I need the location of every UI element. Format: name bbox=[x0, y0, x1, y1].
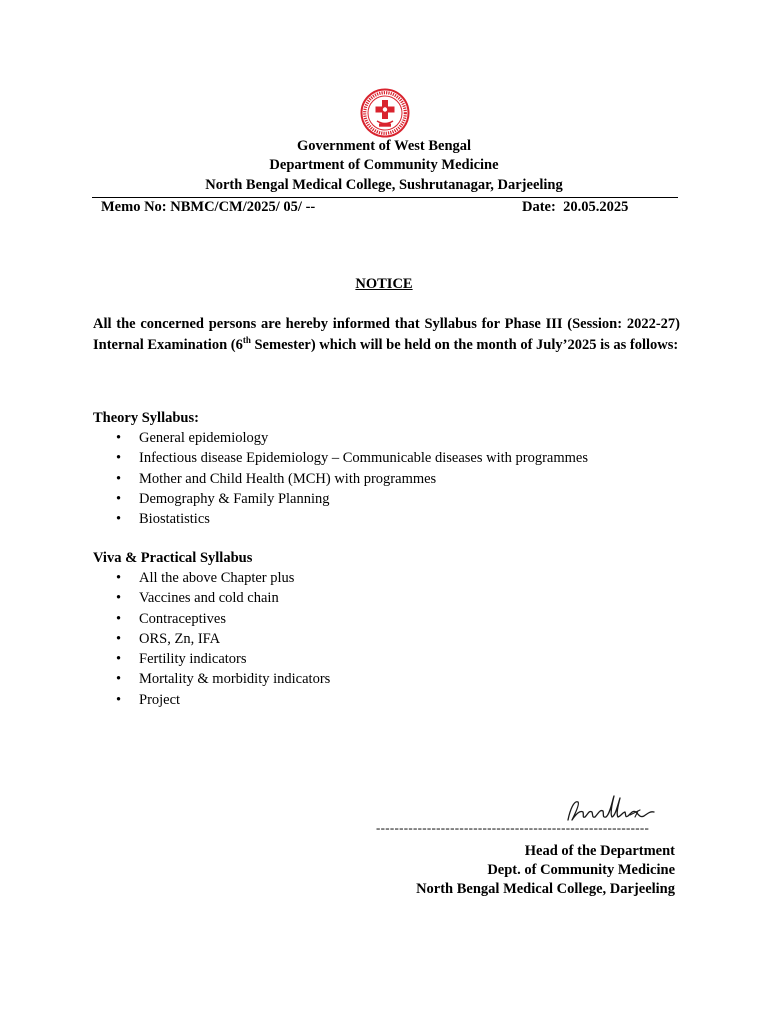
theory-syllabus-list bbox=[116, 428, 588, 529]
bullet-icon: • bbox=[116, 450, 122, 467]
header-college: North Bengal Medical College, Sushrutanagar, Darjeeling bbox=[205, 177, 563, 193]
list-item-text: Infectious disease Epidemiology – Communicable diseases with programmes bbox=[139, 450, 588, 467]
list-item bbox=[116, 428, 588, 448]
list-item bbox=[116, 669, 330, 689]
viva-syllabus-list bbox=[116, 568, 330, 710]
list-item bbox=[116, 609, 330, 629]
bullet-icon: • bbox=[116, 630, 122, 647]
signatory-department: Dept. of Community Medicine bbox=[487, 862, 675, 878]
signature-line: ----------------------------------------------------------- bbox=[376, 820, 650, 835]
list-item-text: Mortality & morbidity indicators bbox=[139, 671, 331, 688]
memo-number: Memo No: NBMC/CM/2025/ 05/ -- bbox=[101, 199, 316, 215]
list-item-text: Vaccines and cold chain bbox=[139, 590, 279, 607]
theory-syllabus-title: Theory Syllabus: bbox=[93, 410, 199, 426]
list-item bbox=[116, 588, 330, 608]
header-department: Department of Community Medicine bbox=[269, 157, 499, 173]
list-item-text: All the above Chapter plus bbox=[139, 570, 295, 586]
list-item bbox=[116, 509, 588, 529]
intro-paragraph bbox=[93, 314, 680, 355]
bullet-icon: • bbox=[116, 671, 122, 688]
bullet-icon: • bbox=[116, 590, 122, 607]
bullet-icon: • bbox=[116, 470, 122, 487]
college-seal-icon bbox=[360, 88, 410, 138]
list-item-text: Biostatistics bbox=[139, 511, 210, 528]
bullet-icon: • bbox=[116, 691, 122, 708]
bullet-icon: • bbox=[116, 430, 122, 446]
bullet-icon: • bbox=[116, 570, 122, 586]
list-item bbox=[116, 469, 588, 489]
memo-date: Date: 20.05.2025 bbox=[522, 199, 629, 215]
header-government: Government of West Bengal bbox=[296, 138, 472, 154]
intro-text-part2: Semester) which will be held on the month of July’2025 is as follows: bbox=[250, 336, 679, 353]
intro-superscript: th bbox=[242, 334, 251, 345]
list-item-text: Demography & Family Planning bbox=[139, 490, 330, 507]
list-item-text: Contraceptives bbox=[139, 610, 226, 627]
list-item bbox=[116, 649, 330, 669]
list-item bbox=[116, 448, 588, 468]
intro-text-part1: All the concerned persons are hereby informed that Syllabus for Phase III (Session: 2022-27) Internal Examination (6 bbox=[93, 316, 680, 353]
bullet-icon: • bbox=[116, 490, 122, 507]
list-item bbox=[116, 690, 330, 710]
list-item bbox=[116, 568, 330, 588]
bullet-icon: • bbox=[116, 651, 122, 668]
list-item-text: General epidemiology bbox=[139, 430, 269, 446]
list-item-text: Mother and Child Health (MCH) with programmes bbox=[139, 470, 437, 487]
list-item-text: Fertility indicators bbox=[139, 651, 247, 668]
list-item bbox=[116, 489, 588, 509]
viva-syllabus-title: Viva & Practical Syllabus bbox=[93, 550, 253, 566]
bullet-icon: • bbox=[116, 511, 122, 528]
bullet-icon: • bbox=[116, 610, 122, 627]
signatory-title: Head of the Department bbox=[524, 843, 675, 859]
notice-title: NOTICE bbox=[355, 276, 413, 292]
list-item-text: Project bbox=[139, 691, 181, 708]
signatory-college: North Bengal Medical College, Darjeeling bbox=[416, 881, 675, 897]
list-item bbox=[116, 629, 330, 649]
list-item-text: ORS, Zn, IFA bbox=[139, 630, 221, 647]
